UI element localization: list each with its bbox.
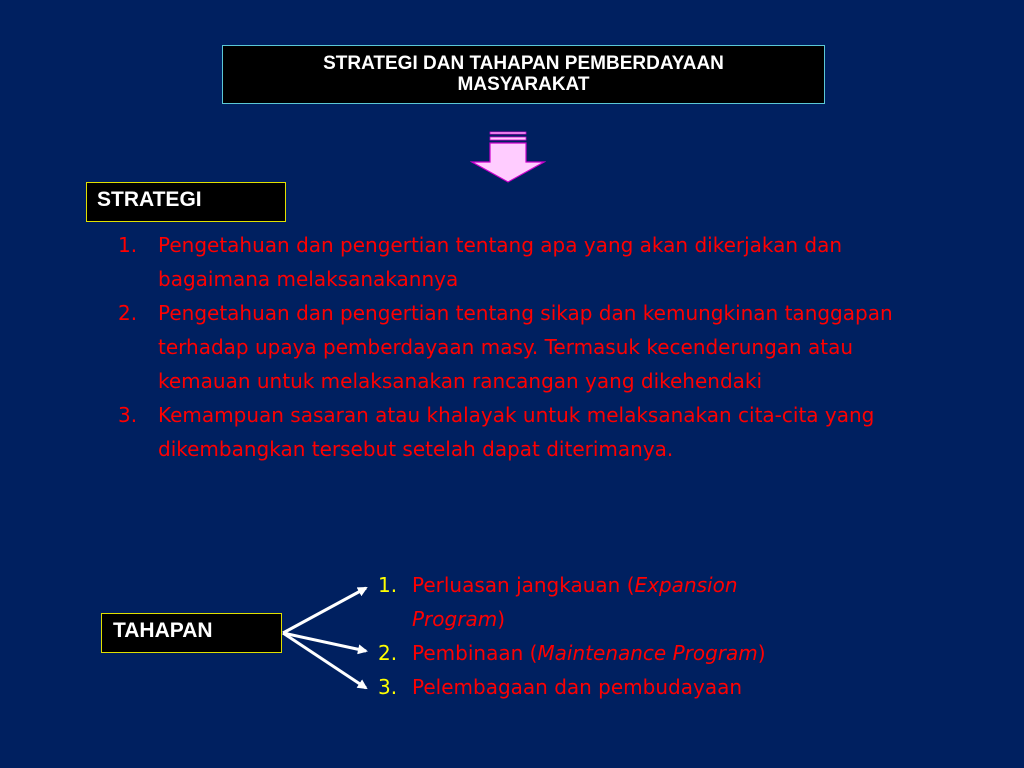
tahapan-item-1 [378, 568, 818, 636]
tahapan-label: TAHAPAN [101, 613, 282, 653]
strategi-item-3 [118, 398, 938, 466]
tahapan-item-1-text: Perluasan jangkauan ( [412, 573, 635, 597]
strategi-item-1-number: 1. [118, 233, 138, 257]
tahapan-item-2 [378, 636, 818, 670]
strategi-item-2-text: Pengetahuan dan pengertian tentang sikap dan kemungkinan tanggapan terhadap upaya pemberdayaan masy. Termasuk kecenderungan atau kemauan untuk melaksanakan rancangan yang dikehendaki [158, 301, 893, 393]
tahapan-list [378, 568, 818, 704]
connector-arrow-2 [283, 633, 366, 651]
strategi-item-1 [118, 228, 938, 296]
tahapan-item-2-text: Pembinaan ( [412, 641, 538, 665]
title-line-1: STRATEGI DAN TAHAPAN PEMBERDAYAAN [323, 53, 724, 74]
tahapan-item-1-italic: Expansion Program [412, 573, 738, 631]
strategi-item-1-text: Pengetahuan dan pengertian tentang apa yang akan dikerjakan dan bagaimana melaksanakannya [158, 233, 843, 291]
down-arrow-icon [470, 130, 546, 184]
tahapan-item-3-number: 3. [378, 675, 398, 699]
strategi-item-2-number: 2. [118, 301, 138, 325]
title-line-2: MASYARAKAT [457, 74, 590, 95]
tahapan-item-1-close: ) [497, 607, 505, 631]
strategi-list [118, 228, 938, 466]
strategi-item-3-text: Kemampuan sasaran atau khalayak untuk melaksanakan cita-cita yang dikembangkan tersebut setelah dapat diterimanya. [158, 403, 875, 461]
tahapan-item-1-number: 1. [378, 573, 398, 597]
strategi-item-2 [118, 296, 938, 398]
tahapan-item-2-italic: Maintenance Program [537, 641, 758, 665]
tahapan-item-2-close: ) [757, 641, 766, 665]
connector-arrow-3 [283, 633, 366, 688]
tahapan-item-3-text: Pelembagaan dan pembudayaan [412, 675, 742, 699]
tahapan-item-3 [378, 670, 818, 704]
tahapan-item-2-number: 2. [378, 641, 398, 665]
title-box [222, 45, 825, 104]
strategi-label: STRATEGI [86, 182, 286, 222]
strategi-item-3-number: 3. [118, 403, 138, 427]
connector-arrow-1 [283, 588, 366, 633]
